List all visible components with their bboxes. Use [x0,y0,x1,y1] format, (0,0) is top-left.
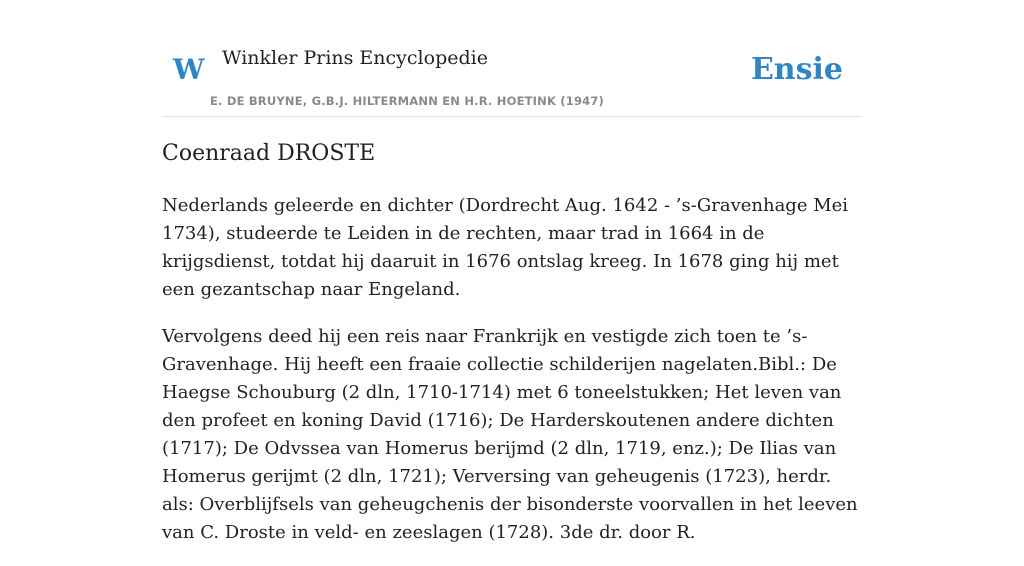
encyclopedia-title[interactable]: Winkler Prins Encyclopedie [222,47,488,69]
encyclopedia-logo-icon[interactable]: W [173,53,205,86]
ensie-brand-logo[interactable]: Ensie [750,52,843,87]
encyclopedia-authors: E. DE BRUYNE, G.B.J. HILTERMANN EN H.R. HOETINK (1947) [210,94,605,108]
content-column [162,0,862,543]
site-header [162,0,862,117]
article-paragraph: Nederlands geleerde en dichter (Dordrecht Aug. 1642 - ’s-Gravenhage Mei 1734), studeerde te Leiden in de rechten, maar trad in 1664 in de krijgsdienst, totdat hij daaruit in 1676 ontslag kreeg. In 1678 ging hij met een gezantschap naar Engeland. [162,195,849,300]
article-paragraph: Vervolgens deed hij een reis naar Frankrijk en vestigde zich toen te ’s-Gravenhage. Hij heeft een fraaie collectie schilderijen nagelaten.Bibl.: De Haegse Schouburg (2 dln, 1710-1714) met 6 toneelstukken; Het leven van den profeet en koning David (1716); De Harderskoutenen andere dichten (1717); De Odvssea van Homerus berijmd (2 dln, 1719, enz.); De Ilias van Homerus gerijmt (2 dln, 1721); Verversing van geheugenis (1723), herdr. als: Overblijfsels van geheugchenis der bisonderste voorvallen in het leeven van C. Droste in veld- en zeeslagen (1728). 3de dr. door R. [162,326,858,543]
article-title: Coenraad DROSTE [162,141,376,166]
article-body [162,192,862,566]
